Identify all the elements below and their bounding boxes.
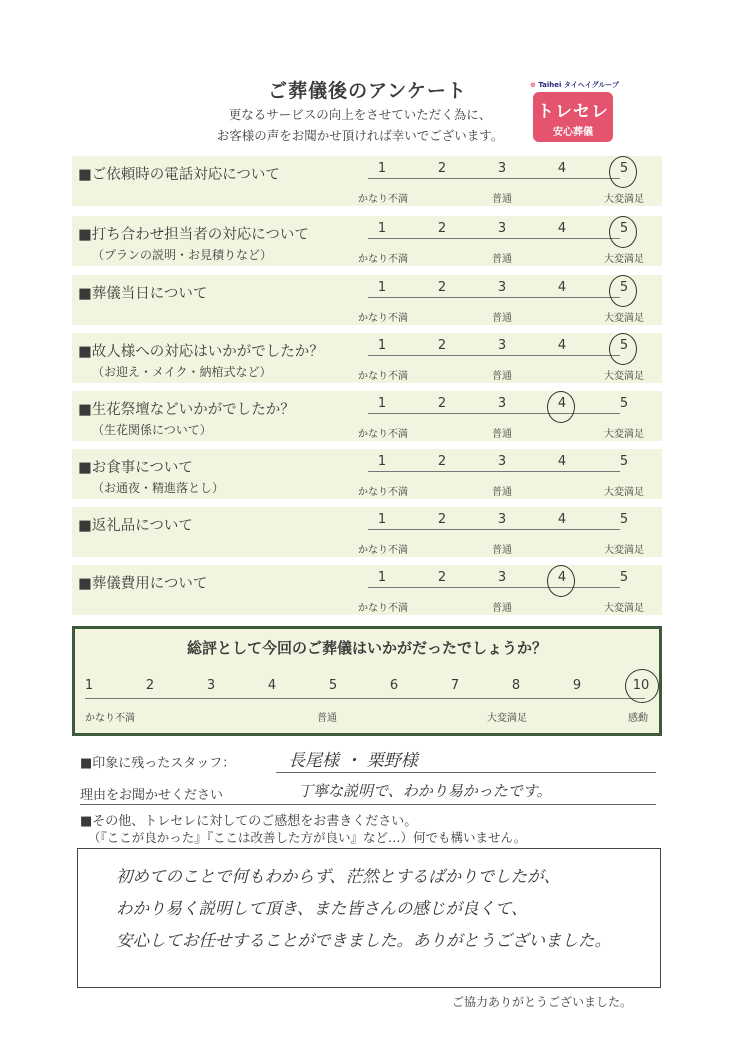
intro-line-2: お客様の声をお聞かせ頂ければ幸いでございます。 xyxy=(216,128,504,143)
comment-line-3: 安心してお任せすることができました。ありがとうございました。 xyxy=(116,931,611,950)
rating-option-2[interactable]: 2 xyxy=(437,161,447,176)
overall-title: 総評として今回のご葬儀はいかがだったでしょうか？ xyxy=(186,639,547,657)
scale-low-label: かなり不満 xyxy=(358,429,408,440)
group-name: Taihei タイヘイグループ xyxy=(538,81,620,89)
overall-option-2[interactable]: 2 xyxy=(145,678,155,693)
rating-option-2[interactable]: 2 xyxy=(437,512,447,527)
rating-option-1[interactable]: 1 xyxy=(377,512,387,527)
overall-option-5[interactable]: 5 xyxy=(328,678,338,693)
scale-mid-label: 普通 xyxy=(492,313,512,324)
scale-mid-label: 普通 xyxy=(492,545,512,556)
comment-box xyxy=(77,848,661,988)
rating-option-2[interactable]: 2 xyxy=(437,570,447,585)
rating-option-4[interactable]: 4 xyxy=(557,221,567,236)
rating-option-2[interactable]: 2 xyxy=(437,396,447,411)
overall-scale-line xyxy=(85,698,645,699)
scale-low-label: かなり不満 xyxy=(358,545,408,556)
comments-sub: （『ここが良かった』『ここは改善した方が良い』など…）何でも構いません。 xyxy=(88,830,527,845)
question-row xyxy=(72,507,662,557)
scale-mid-label: 普通 xyxy=(492,603,512,614)
scale-mid-label: 普通 xyxy=(492,487,512,498)
rating-option-1[interactable]: 1 xyxy=(377,570,387,585)
comment-line-1: 初めてのことで何もわからず、茫然とするばかりでしたが、 xyxy=(116,867,561,886)
scale-high-label: 大変満足 xyxy=(604,545,644,556)
overall-option-6[interactable]: 6 xyxy=(389,678,399,693)
overall-option-9[interactable]: 9 xyxy=(572,678,582,693)
overall-option-4[interactable]: 4 xyxy=(267,678,277,693)
rating-option-5[interactable]: 5 xyxy=(619,338,629,353)
question-row xyxy=(72,275,662,325)
question-row xyxy=(72,449,662,499)
rating-scale-line xyxy=(368,238,620,239)
question-label: ■ご依頼時の電話対応について xyxy=(78,167,280,183)
rating-option-1[interactable]: 1 xyxy=(377,338,387,353)
overall-option-10[interactable]: 10 xyxy=(632,678,650,693)
staff-underline xyxy=(276,772,656,773)
rating-option-5[interactable]: 5 xyxy=(619,570,629,585)
rating-option-3[interactable]: 3 xyxy=(497,280,507,295)
scale-low-label: かなり不満 xyxy=(358,603,408,614)
question-row xyxy=(72,156,662,206)
scale-mid-label: 普通 xyxy=(492,371,512,382)
question-row xyxy=(72,391,662,441)
scale-mid-label: 普通 xyxy=(492,429,512,440)
taihei-mark-icon: ⊕ xyxy=(530,81,536,89)
overall-mid-label: 普通 xyxy=(317,713,337,724)
rating-scale-line xyxy=(368,178,620,179)
rating-option-5[interactable]: 5 xyxy=(619,454,629,469)
rating-option-2[interactable]: 2 xyxy=(437,338,447,353)
question-sublabel: （生花関係について） xyxy=(92,423,212,437)
rating-option-1[interactable]: 1 xyxy=(377,280,387,295)
overall-high-label: 大変満足 xyxy=(487,713,527,724)
rating-option-4[interactable]: 4 xyxy=(557,280,567,295)
selected-rating-circle xyxy=(547,391,575,423)
selected-rating-circle xyxy=(609,156,637,188)
footer-thanks: ご協力ありがとうございました。 xyxy=(452,995,633,1009)
question-label: ■打ち合わせ担当者の対応について xyxy=(78,227,309,243)
reason-underline xyxy=(80,804,656,805)
scale-low-label: かなり不満 xyxy=(358,487,408,498)
question-label: ■お食事について xyxy=(78,460,193,476)
rating-option-5[interactable]: 5 xyxy=(619,280,629,295)
question-label: ■葬儀費用について xyxy=(78,576,208,592)
scale-high-label: 大変満足 xyxy=(604,313,644,324)
rating-option-3[interactable]: 3 xyxy=(497,338,507,353)
overall-option-7[interactable]: 7 xyxy=(450,678,460,693)
rating-option-3[interactable]: 3 xyxy=(497,396,507,411)
scale-high-label: 大変満足 xyxy=(604,603,644,614)
scale-low-label: かなり不満 xyxy=(358,313,408,324)
overall-low-label: かなり不満 xyxy=(85,713,135,724)
rating-option-3[interactable]: 3 xyxy=(497,512,507,527)
brand-subtitle: 安心葬儀 xyxy=(553,127,593,138)
intro-text xyxy=(150,104,570,146)
scale-low-label: かなり不満 xyxy=(358,371,408,382)
rating-scale-line xyxy=(368,297,620,298)
question-row xyxy=(72,216,662,266)
selected-rating-circle xyxy=(609,275,637,307)
overall-option-1[interactable]: 1 xyxy=(84,678,94,693)
question-label: ■葬儀当日について xyxy=(78,286,208,302)
rating-option-5[interactable]: 5 xyxy=(619,512,629,527)
rating-option-4[interactable]: 4 xyxy=(557,338,567,353)
rating-option-2[interactable]: 2 xyxy=(437,221,447,236)
rating-option-3[interactable]: 3 xyxy=(497,570,507,585)
rating-scale-line xyxy=(368,413,620,414)
question-label: ■故人様への対応はいかがでしたか？ xyxy=(78,344,324,360)
group-logo-text xyxy=(530,80,630,90)
scale-low-label: かなり不満 xyxy=(358,254,408,265)
scale-high-label: 大変満足 xyxy=(604,487,644,498)
question-sublabel: （お通夜・精進落とし） xyxy=(92,481,225,495)
rating-option-3[interactable]: 3 xyxy=(497,221,507,236)
question-row xyxy=(72,565,662,615)
scale-high-label: 大変満足 xyxy=(604,429,644,440)
rating-option-4[interactable]: 4 xyxy=(557,570,567,585)
question-sublabel: （プランの説明・お見積りなど） xyxy=(92,248,273,262)
rating-option-4[interactable]: 4 xyxy=(557,454,567,469)
selected-rating-circle xyxy=(547,565,575,597)
brand-name: トレセレ xyxy=(537,102,609,122)
overall-option-8[interactable]: 8 xyxy=(511,678,521,693)
rating-option-2[interactable]: 2 xyxy=(437,454,447,469)
question-label: ■返礼品について xyxy=(78,518,193,534)
rating-option-1[interactable]: 1 xyxy=(377,454,387,469)
question-label: ■生花祭壇などいかがでしたか？ xyxy=(78,402,295,418)
rating-option-4[interactable]: 4 xyxy=(557,512,567,527)
rating-scale-line xyxy=(368,529,620,530)
rating-option-1[interactable]: 1 xyxy=(377,396,387,411)
rating-option-4[interactable]: 4 xyxy=(557,396,567,411)
rating-option-5[interactable]: 5 xyxy=(619,221,629,236)
scale-high-label: 大変満足 xyxy=(604,254,644,265)
intro-line-1: 更なるサービスの向上をさせていただく為に、 xyxy=(228,107,492,122)
scale-high-label: 大変満足 xyxy=(604,194,644,205)
rating-option-4[interactable]: 4 xyxy=(557,161,567,176)
brand-logo xyxy=(533,92,613,142)
question-row xyxy=(72,333,662,383)
scale-low-label: かなり不満 xyxy=(358,194,408,205)
comments-label: ■その他、トレセレに対してのご感想をお書きください。 xyxy=(80,814,418,829)
question-sublabel: （お迎え・メイク・納棺式など） xyxy=(92,365,272,379)
rating-scale-line xyxy=(368,587,620,588)
page-title: ご葬儀後のアンケート xyxy=(268,80,467,102)
selected-rating-circle xyxy=(609,216,637,248)
rating-option-1[interactable]: 1 xyxy=(377,161,387,176)
comment-line-2: わかり易く説明して頂き、また皆さんの感じが良くて、 xyxy=(116,899,528,918)
overall-selected-circle xyxy=(625,669,659,703)
rating-option-3[interactable]: 3 xyxy=(497,161,507,176)
staff-value: 長尾様 ・ 栗野様 xyxy=(288,751,418,771)
overall-rating xyxy=(72,626,662,736)
scale-mid-label: 普通 xyxy=(492,194,512,205)
rating-option-1[interactable]: 1 xyxy=(377,221,387,236)
overall-top-label: 感動 xyxy=(628,713,648,724)
scale-high-label: 大変満足 xyxy=(604,371,644,382)
selected-rating-circle xyxy=(609,333,637,365)
scale-mid-label: 普通 xyxy=(492,254,512,265)
rating-scale-line xyxy=(368,355,620,356)
reason-label: 理由をお聞かせください xyxy=(80,788,224,803)
staff-label: ■印象に残ったスタッフ： xyxy=(80,756,236,771)
reason-value: 丁寧な説明で、わかり易かったです。 xyxy=(298,782,552,800)
rating-scale-line xyxy=(368,471,620,472)
overall-option-3[interactable]: 3 xyxy=(206,678,216,693)
rating-option-3[interactable]: 3 xyxy=(497,454,507,469)
rating-option-2[interactable]: 2 xyxy=(437,280,447,295)
rating-option-5[interactable]: 5 xyxy=(619,396,629,411)
rating-option-5[interactable]: 5 xyxy=(619,161,629,176)
